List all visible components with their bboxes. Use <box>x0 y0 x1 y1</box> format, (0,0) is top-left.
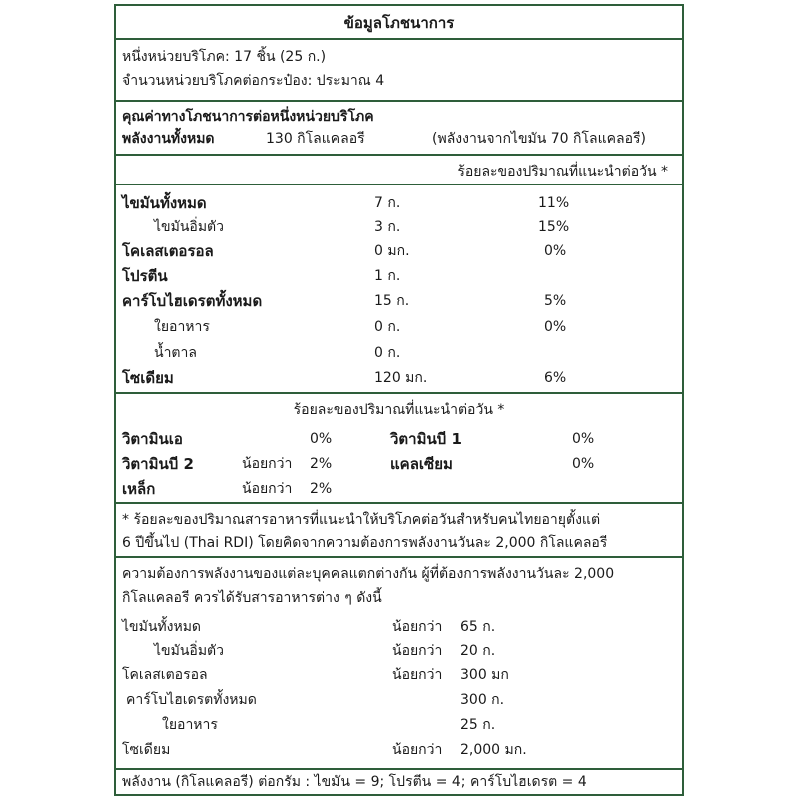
label-title: ข้อมูลโภชนาการ <box>343 14 455 32</box>
requirement-label: คาร์โบไฮเดรตทั้งหมด <box>126 692 257 708</box>
serving-size: หนึ่งหน่วยบริโภค: 17 ชิ้น (25 ก.) <box>122 49 327 65</box>
nutrient-amount: 3 ก. <box>374 219 401 235</box>
nutrient-amount: 0 มก. <box>374 243 410 259</box>
requirement-value: 300 ก. <box>460 692 505 708</box>
nutrient-dv: 15% <box>538 219 570 235</box>
servings-per-container: จำนวนหน่วยบริโภคต่อกระป๋อง: ประมาณ 4 <box>122 73 385 89</box>
serving-section <box>116 40 682 102</box>
nutrient-amount: 7 ก. <box>374 195 401 211</box>
nutrient-amount: 0 ก. <box>374 319 401 335</box>
nutrient-dv: 0% <box>544 319 567 335</box>
energy-per-gram-section <box>116 770 682 794</box>
requirement-label: ใยอาหาร <box>162 717 218 733</box>
vitamin-label: วิตามินบี 1 <box>390 430 462 448</box>
energy-label: พลังงานทั้งหมด <box>122 131 215 147</box>
requirement-value: 65 ก. <box>460 619 496 635</box>
energy-per-gram: พลังงาน (กิโลแคลอรี) ต่อกรัม : ไขมัน = 9; โปรตีน = 4; คาร์โบไฮเดรต = 4 <box>122 774 587 790</box>
requirement-value: 300 มก <box>460 667 509 683</box>
vitamin-value: 0% <box>572 456 595 472</box>
energy-from-fat: (พลังงานจากไขมัน 70 กิโลแคลอรี) <box>432 131 646 147</box>
requirement-label: โคเลสเตอรอล <box>122 667 208 683</box>
requirement-value: 20 ก. <box>460 643 496 659</box>
requirements-intro: กิโลแคลอรี ควรได้รับสารอาหารต่าง ๆ ดังนี้ <box>122 590 382 606</box>
vitamin-value: 0% <box>310 431 333 447</box>
nutrient-label: ไขมันอิ่มตัว <box>154 219 224 235</box>
daily-value-header: ร้อยละของปริมาณที่แนะนำต่อวัน * <box>457 164 668 180</box>
nutrition-label <box>114 4 684 796</box>
footnote-line: 6 ปีขึ้นไป (Thai RDI) โดยคิดจากความต้องการพลังงานวันละ 2,000 กิโลแคลอรี <box>122 535 608 551</box>
vitamin-label: วิตามินเอ <box>122 430 183 448</box>
requirements-intro: ความต้องการพลังงานของแต่ละบุคคลแตกต่างกัน ผู้ที่ต้องการพลังงานวันละ 2,000 <box>122 566 615 582</box>
nutrient-amount: 0 ก. <box>374 345 401 361</box>
vitamin-value: 2% <box>310 481 333 497</box>
amount-per-serving-heading: คุณค่าทางโภชนาการต่อหนึ่งหน่วยบริโภค <box>122 109 374 125</box>
vitamin-value: 0% <box>572 431 595 447</box>
nutrient-amount: 120 มก. <box>374 370 428 386</box>
vitamin-label: แคลเซียม <box>390 455 453 473</box>
nutrient-label: โปรตีน <box>122 267 168 285</box>
vitamin-label: วิตามินบี 2 <box>122 455 194 473</box>
footnote-section <box>116 504 682 558</box>
nutrient-label: ไขมันทั้งหมด <box>122 194 207 212</box>
nutrient-amount: 15 ก. <box>374 293 410 309</box>
vitamin-qualifier: น้อยกว่า <box>242 481 293 497</box>
nutrients-section <box>116 156 682 394</box>
nutrient-label: คาร์โบไฮเดรตทั้งหมด <box>122 292 263 310</box>
vitamin-qualifier: น้อยกว่า <box>242 456 293 472</box>
title-section <box>116 6 682 40</box>
requirements-section <box>116 558 682 770</box>
vitamin-value: 2% <box>310 456 333 472</box>
amount-per-serving-section <box>116 102 682 156</box>
nutrient-label: ใยอาหาร <box>154 319 210 335</box>
requirement-value: 2,000 มก. <box>460 742 527 758</box>
requirement-value: 25 ก. <box>460 717 496 733</box>
requirement-qualifier: น้อยกว่า <box>392 667 443 683</box>
nutrient-dv: 5% <box>544 293 567 309</box>
nutrient-label: โซเดียม <box>122 369 174 387</box>
nutrient-label: โคเลสเตอรอล <box>122 242 214 260</box>
requirement-label: โซเดียม <box>122 742 171 758</box>
requirement-label: ไขมันทั้งหมด <box>122 619 202 635</box>
requirement-label: ไขมันอิ่มตัว <box>154 643 224 659</box>
vitamin-label: เหล็ก <box>122 480 156 498</box>
requirement-qualifier: น้อยกว่า <box>392 742 443 758</box>
energy-value: 130 กิโลแคลอรี <box>266 131 365 147</box>
nutrient-label: น้ำตาล <box>154 345 197 361</box>
requirement-qualifier: น้อยกว่า <box>392 619 443 635</box>
nutrient-amount: 1 ก. <box>374 268 401 284</box>
nutrient-dv: 11% <box>538 195 570 211</box>
footnote-line: * ร้อยละของปริมาณสารอาหารที่แนะนำให้บริโภคต่อวันสำหรับคนไทยอายุตั้งแต่ <box>122 512 601 528</box>
nutrient-dv: 6% <box>544 370 567 386</box>
vitamins-section <box>116 394 682 504</box>
vitamins-header: ร้อยละของปริมาณที่แนะนำต่อวัน * <box>293 402 505 418</box>
requirement-qualifier: น้อยกว่า <box>392 643 443 659</box>
nutrient-dv: 0% <box>544 243 567 259</box>
